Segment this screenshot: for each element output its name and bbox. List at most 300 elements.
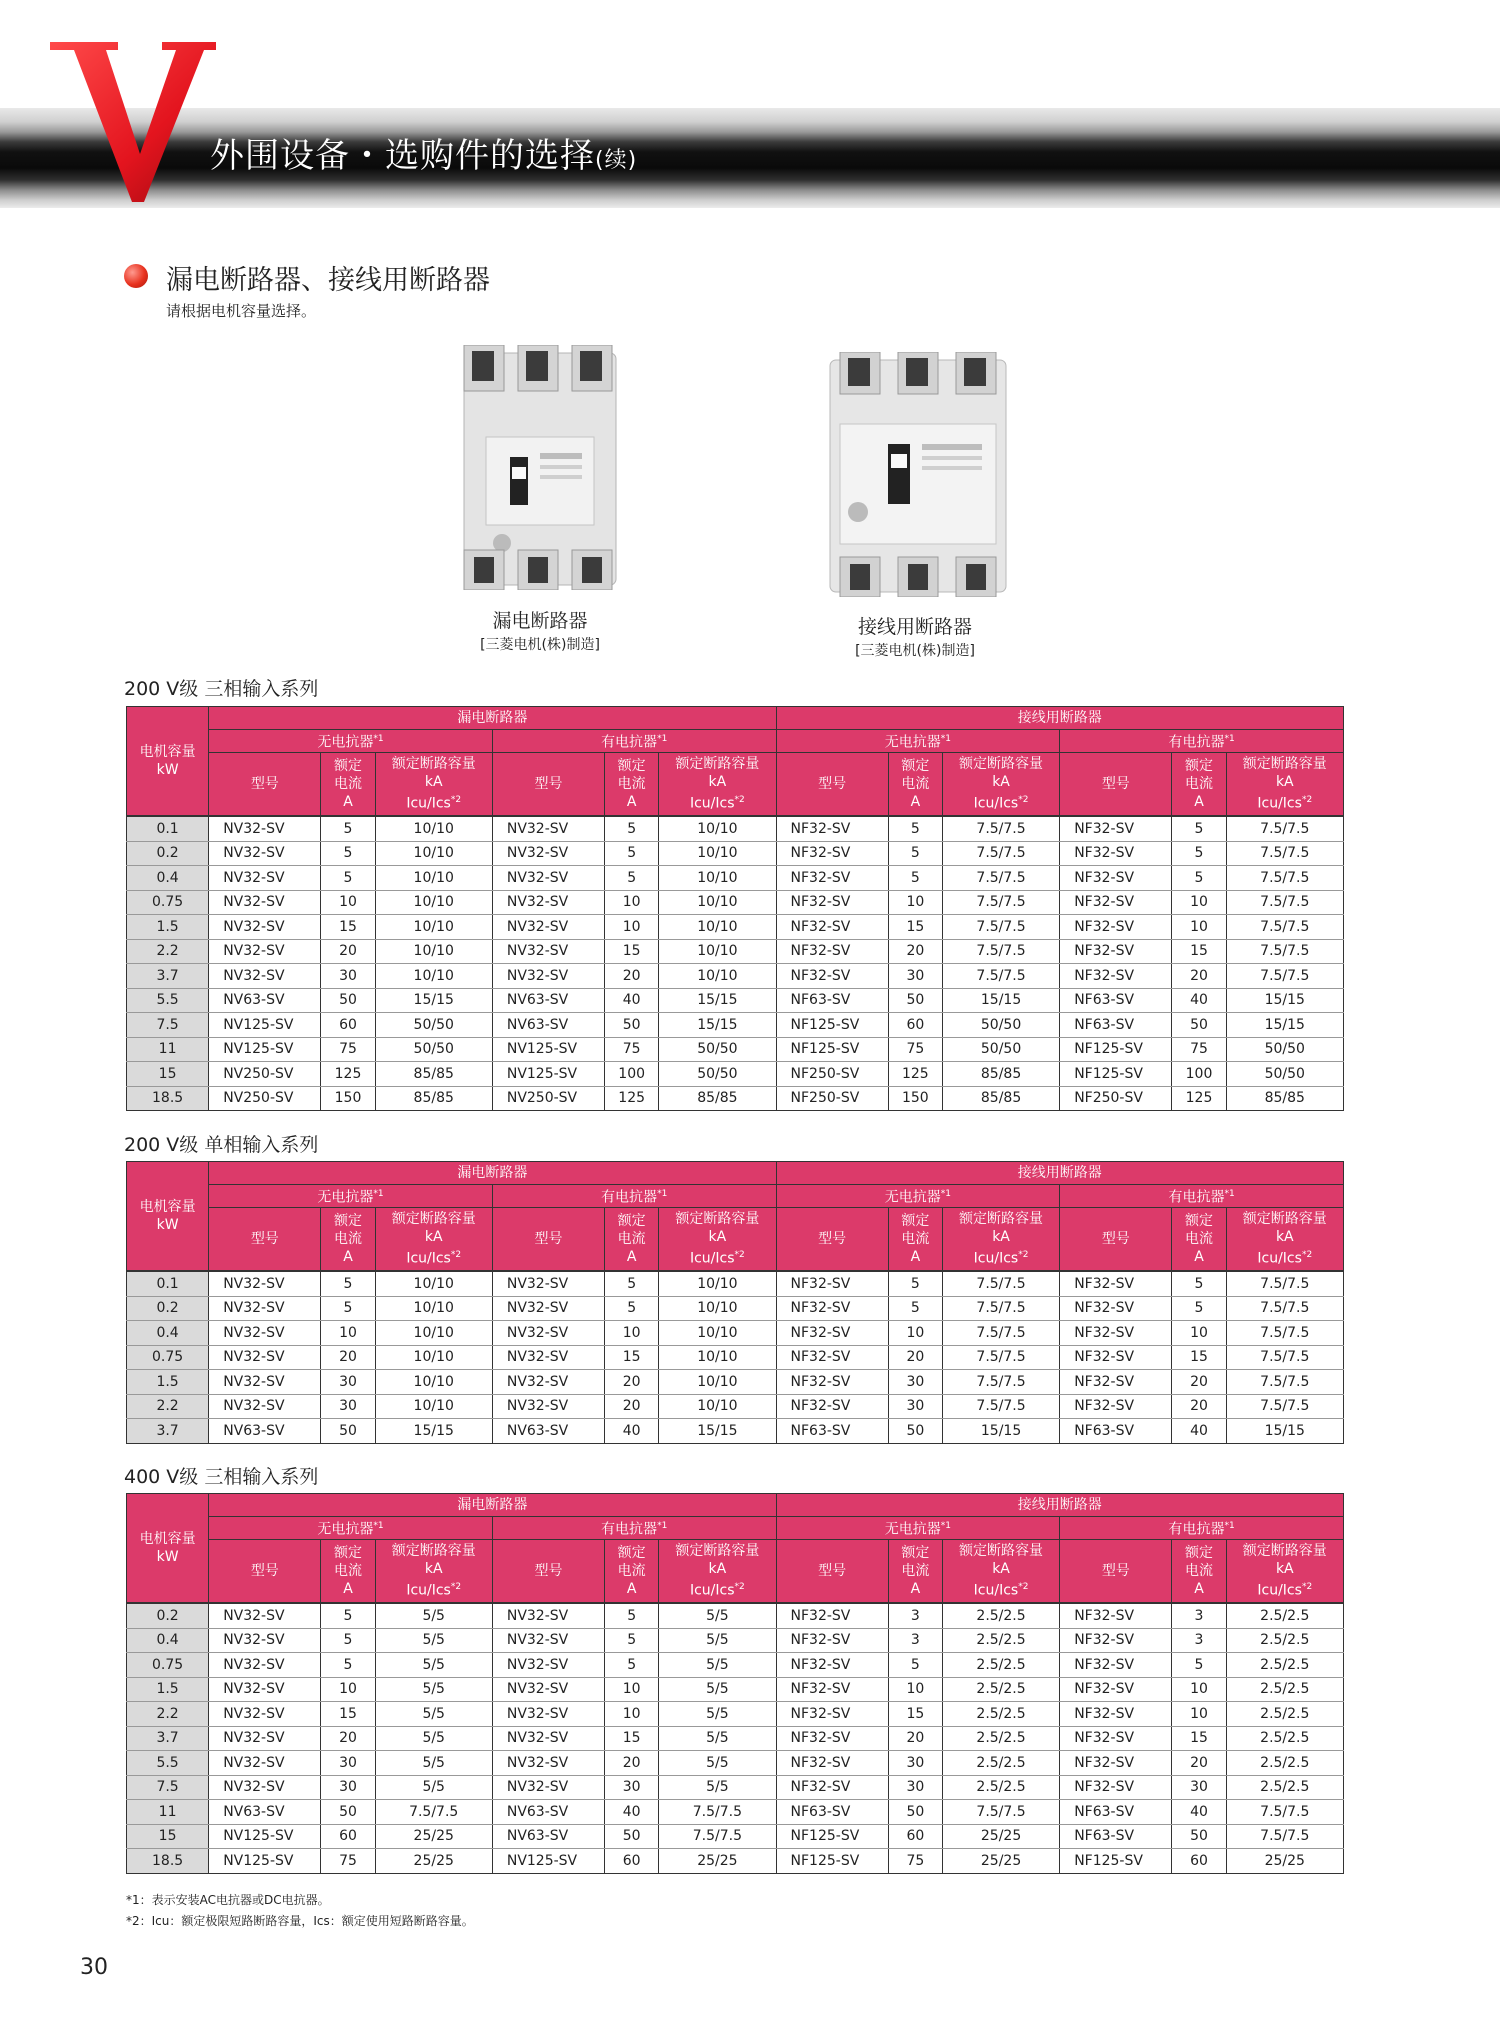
motor-capacity-cell: 3.7 bbox=[127, 1419, 209, 1444]
header-model bbox=[492, 1208, 604, 1272]
rated-label: 电流 bbox=[617, 776, 646, 792]
header-model bbox=[1060, 1540, 1172, 1604]
rated-current-cell: 20 bbox=[605, 964, 659, 989]
rated-current-cell: 5 bbox=[1172, 816, 1226, 841]
rated-current-cell: 50 bbox=[1172, 1013, 1226, 1038]
header-breaking-capacity bbox=[659, 1540, 776, 1604]
capacity-unit: kA bbox=[708, 1561, 727, 1578]
header-breaking-capacity bbox=[942, 1208, 1059, 1272]
header-rated-current bbox=[321, 753, 375, 817]
capacity-label: 额定断路容量 bbox=[675, 1211, 760, 1228]
table-row bbox=[127, 1013, 1344, 1038]
model-cell: NV32-SV bbox=[209, 1394, 321, 1419]
footnote-mark: *1 bbox=[940, 1189, 951, 1200]
model-cell: NF250-SV bbox=[776, 1086, 888, 1111]
rated-current-cell: 15 bbox=[605, 1345, 659, 1370]
rated-label: 额定 bbox=[1185, 1545, 1214, 1561]
header-model bbox=[209, 1208, 321, 1272]
model-cell: NV32-SV bbox=[209, 1603, 321, 1628]
breaking-capacity-cell: 10/10 bbox=[659, 1321, 776, 1346]
header-model bbox=[492, 1540, 604, 1604]
model-cell: NF32-SV bbox=[1060, 890, 1172, 915]
section-title: 漏电断路器、接线用断路器 bbox=[166, 265, 490, 296]
rated-current-cell: 125 bbox=[1172, 1086, 1226, 1111]
capacity-unit: kA bbox=[708, 1229, 727, 1246]
rated-current-cell: 3 bbox=[888, 1603, 942, 1628]
table-row bbox=[127, 1628, 1344, 1653]
motor-capacity-cell: 7.5 bbox=[127, 1775, 209, 1800]
kw-label: 电机容量 bbox=[139, 1531, 196, 1547]
kw-label: 电机容量 bbox=[139, 744, 196, 760]
breaking-capacity-cell: 50/50 bbox=[1226, 1062, 1343, 1087]
rated-current-cell: 50 bbox=[888, 988, 942, 1013]
model-cell: NV63-SV bbox=[209, 988, 321, 1013]
rated-current-cell: 50 bbox=[605, 1824, 659, 1849]
capacity-unit: kA bbox=[992, 1229, 1010, 1246]
breaking-capacity-cell: 2.5/2.5 bbox=[1226, 1603, 1343, 1628]
rated-current-cell: 100 bbox=[605, 1062, 659, 1087]
reactor-label: 无电抗器 bbox=[317, 1189, 374, 1206]
table-row bbox=[127, 1296, 1344, 1321]
table-row bbox=[127, 1603, 1344, 1628]
rated-label: 电流 bbox=[334, 1563, 363, 1579]
rated-current-cell: 40 bbox=[605, 1419, 659, 1444]
breaking-capacity-cell: 7.5/7.5 bbox=[942, 1296, 1059, 1321]
model-cell: NF32-SV bbox=[1060, 964, 1172, 989]
rated-current-cell: 5 bbox=[321, 1653, 375, 1678]
rated-label: 额定 bbox=[617, 1545, 646, 1561]
group-label: 漏电断路器 bbox=[457, 1165, 528, 1181]
breaking-capacity-cell: 10/10 bbox=[659, 915, 776, 940]
capacity-sub: Icu/Ics bbox=[406, 1582, 451, 1599]
reactor-label: 无电抗器 bbox=[317, 1521, 374, 1538]
motor-capacity-cell: 18.5 bbox=[127, 1086, 209, 1111]
footnote-mark: *1 bbox=[373, 1189, 384, 1200]
breaking-capacity-cell: 7.5/7.5 bbox=[942, 816, 1059, 841]
footnote-mark: *2 bbox=[734, 1250, 745, 1261]
group-label: 接线用断路器 bbox=[1017, 1165, 1102, 1181]
header-group-mccb bbox=[776, 1162, 1343, 1185]
rated-current-cell: 125 bbox=[888, 1062, 942, 1087]
breaking-capacity-cell: 10/10 bbox=[659, 1370, 776, 1395]
model-label: 型号 bbox=[818, 1563, 847, 1579]
breaking-capacity-cell: 15/15 bbox=[1226, 988, 1343, 1013]
model-cell: NV32-SV bbox=[209, 915, 321, 940]
model-cell: NV32-SV bbox=[492, 1296, 604, 1321]
header-rated-current bbox=[888, 753, 942, 817]
breaking-capacity-cell: 15/15 bbox=[1226, 1419, 1343, 1444]
rated-current-cell: 40 bbox=[605, 1800, 659, 1825]
motor-capacity-cell: 0.75 bbox=[127, 890, 209, 915]
motor-capacity-cell: 0.1 bbox=[127, 1271, 209, 1296]
rated-current-cell: 5 bbox=[605, 816, 659, 841]
motor-capacity-cell: 7.5 bbox=[127, 1013, 209, 1038]
model-cell: NF32-SV bbox=[776, 816, 888, 841]
table-row bbox=[127, 1824, 1344, 1849]
model-cell: NF32-SV bbox=[1060, 841, 1172, 866]
model-cell: NF32-SV bbox=[1060, 915, 1172, 940]
rated-unit: A bbox=[1194, 794, 1204, 810]
breaking-capacity-cell: 10/10 bbox=[375, 841, 492, 866]
header-model bbox=[1060, 1208, 1172, 1272]
motor-capacity-cell: 0.2 bbox=[127, 841, 209, 866]
breaking-capacity-cell: 5/5 bbox=[659, 1726, 776, 1751]
model-cell: NF32-SV bbox=[776, 939, 888, 964]
breaking-capacity-cell: 7.5/7.5 bbox=[1226, 1321, 1343, 1346]
rated-current-cell: 40 bbox=[1172, 988, 1226, 1013]
header-motor-capacity bbox=[127, 1162, 209, 1272]
footnote-2: *2：Icu：额定极限短路断路容量，Ics：额定使用短路断路容量。 bbox=[126, 1914, 474, 1928]
breaking-capacity-cell: 7.5/7.5 bbox=[1226, 1345, 1343, 1370]
rated-current-cell: 20 bbox=[321, 1345, 375, 1370]
rated-label: 额定 bbox=[901, 758, 930, 774]
model-cell: NF63-SV bbox=[1060, 988, 1172, 1013]
model-label: 型号 bbox=[818, 1231, 847, 1247]
capacity-sub: Icu/Ics bbox=[406, 795, 451, 812]
model-cell: NV125-SV bbox=[209, 1013, 321, 1038]
breaking-capacity-cell: 15/15 bbox=[659, 988, 776, 1013]
model-cell: NV32-SV bbox=[492, 1775, 604, 1800]
breaking-capacity-cell: 50/50 bbox=[942, 1037, 1059, 1062]
model-cell: NV32-SV bbox=[492, 1653, 604, 1678]
rated-current-cell: 10 bbox=[1172, 890, 1226, 915]
model-cell: NF32-SV bbox=[1060, 1702, 1172, 1727]
rated-current-cell: 40 bbox=[605, 988, 659, 1013]
breaking-capacity-cell: 5/5 bbox=[375, 1628, 492, 1653]
breaking-capacity-cell: 15/15 bbox=[942, 988, 1059, 1013]
footnote-1: *1：表示安装AC电抗器或DC电抗器。 bbox=[126, 1893, 330, 1907]
breaking-capacity-cell: 10/10 bbox=[659, 866, 776, 891]
capacity-sub: Icu/Ics bbox=[973, 1582, 1019, 1599]
model-cell: NF125-SV bbox=[776, 1824, 888, 1849]
product-caption-mccb: 接线用断路器 bbox=[857, 616, 972, 638]
model-cell: NV32-SV bbox=[209, 816, 321, 841]
rated-current-cell: 30 bbox=[321, 1751, 375, 1776]
breaking-capacity-cell: 10/10 bbox=[659, 816, 776, 841]
model-cell: NV32-SV bbox=[492, 890, 604, 915]
model-cell: NF32-SV bbox=[1060, 1394, 1172, 1419]
breaking-capacity-cell: 5/5 bbox=[659, 1775, 776, 1800]
rated-unit: A bbox=[910, 1249, 921, 1265]
rated-current-cell: 30 bbox=[321, 1775, 375, 1800]
model-cell: NV63-SV bbox=[492, 1824, 604, 1849]
capacity-sub: Icu/Ics bbox=[689, 795, 735, 812]
rated-current-cell: 10 bbox=[888, 890, 942, 915]
breaking-capacity-cell: 5/5 bbox=[375, 1775, 492, 1800]
breaking-capacity-cell: 5/5 bbox=[659, 1751, 776, 1776]
breaking-capacity-cell: 85/85 bbox=[942, 1086, 1059, 1111]
breaking-capacity-cell: 7.5/7.5 bbox=[942, 1321, 1059, 1346]
rated-current-cell: 150 bbox=[888, 1086, 942, 1111]
model-cell: NF32-SV bbox=[1060, 1677, 1172, 1702]
footnote-mark: *2 bbox=[1018, 1250, 1029, 1261]
rated-current-cell: 5 bbox=[888, 1653, 942, 1678]
header-breaking-capacity bbox=[659, 753, 776, 817]
model-cell: NF32-SV bbox=[776, 915, 888, 940]
motor-capacity-cell: 3.7 bbox=[127, 964, 209, 989]
rated-current-cell: 10 bbox=[321, 1677, 375, 1702]
table-row bbox=[127, 841, 1344, 866]
model-cell: NV32-SV bbox=[492, 1394, 604, 1419]
breaking-capacity-cell: 7.5/7.5 bbox=[1226, 816, 1343, 841]
header-no-reactor bbox=[776, 1185, 1060, 1208]
rated-current-cell: 10 bbox=[1172, 915, 1226, 940]
model-cell: NF32-SV bbox=[776, 1321, 888, 1346]
table-row bbox=[127, 964, 1344, 989]
breaking-capacity-cell: 15/15 bbox=[942, 1419, 1059, 1444]
header-rated-current bbox=[1172, 753, 1226, 817]
capacity-label: 额定断路容量 bbox=[959, 1211, 1044, 1228]
header-no-reactor bbox=[209, 730, 493, 753]
rated-current-cell: 60 bbox=[888, 1013, 942, 1038]
model-cell: NF32-SV bbox=[1060, 1603, 1172, 1628]
group-label: 漏电断路器 bbox=[457, 710, 528, 726]
rated-label: 电流 bbox=[1185, 1231, 1214, 1247]
model-cell: NV63-SV bbox=[209, 1800, 321, 1825]
model-cell: NF32-SV bbox=[1060, 1775, 1172, 1800]
model-cell: NV32-SV bbox=[209, 890, 321, 915]
breaking-capacity-cell: 25/25 bbox=[375, 1824, 492, 1849]
header-breaking-capacity bbox=[375, 1540, 492, 1604]
rated-unit: A bbox=[626, 1249, 637, 1265]
model-cell: NF63-SV bbox=[776, 1800, 888, 1825]
header-with-reactor bbox=[492, 1517, 776, 1540]
breaking-capacity-cell: 50/50 bbox=[659, 1037, 776, 1062]
capacity-unit: kA bbox=[424, 1561, 443, 1578]
breaking-capacity-cell: 25/25 bbox=[1226, 1849, 1343, 1874]
reactor-label: 有电抗器 bbox=[1168, 734, 1225, 751]
breaking-capacity-cell: 25/25 bbox=[942, 1824, 1059, 1849]
model-label: 型号 bbox=[1101, 1563, 1130, 1579]
motor-capacity-cell: 5.5 bbox=[127, 1751, 209, 1776]
rated-current-cell: 5 bbox=[321, 1271, 375, 1296]
model-cell: NV32-SV bbox=[492, 841, 604, 866]
model-cell: NV32-SV bbox=[209, 1296, 321, 1321]
model-cell: NV63-SV bbox=[492, 1800, 604, 1825]
rated-current-cell: 60 bbox=[605, 1849, 659, 1874]
table-title-400v-3ph: 400 V级 三相输入系列 bbox=[124, 1466, 319, 1488]
breaking-capacity-cell: 2.5/2.5 bbox=[1226, 1702, 1343, 1727]
model-cell: NF32-SV bbox=[776, 866, 888, 891]
breaking-capacity-cell: 7.5/7.5 bbox=[942, 866, 1059, 891]
rated-current-cell: 5 bbox=[321, 1603, 375, 1628]
breaking-capacity-cell: 85/85 bbox=[1226, 1086, 1343, 1111]
rated-current-cell: 75 bbox=[888, 1037, 942, 1062]
rated-current-cell: 5 bbox=[888, 1271, 942, 1296]
breaking-capacity-cell: 15/15 bbox=[375, 988, 492, 1013]
breaking-capacity-cell: 2.5/2.5 bbox=[1226, 1775, 1343, 1800]
rated-current-cell: 60 bbox=[888, 1824, 942, 1849]
breaking-capacity-cell: 5/5 bbox=[375, 1702, 492, 1727]
reactor-label: 有电抗器 bbox=[601, 734, 658, 751]
capacity-sub: Icu/Ics bbox=[689, 1582, 735, 1599]
model-cell: NF125-SV bbox=[776, 1849, 888, 1874]
rated-current-cell: 5 bbox=[321, 841, 375, 866]
motor-capacity-cell: 15 bbox=[127, 1824, 209, 1849]
breaker-table-400v-3ph bbox=[126, 1493, 1344, 1874]
table-row bbox=[127, 1370, 1344, 1395]
rated-current-cell: 5 bbox=[888, 866, 942, 891]
capacity-unit: kA bbox=[424, 774, 443, 791]
header-group-elb bbox=[209, 1162, 776, 1185]
capacity-sub: Icu/Ics bbox=[973, 1250, 1019, 1267]
motor-capacity-cell: 1.5 bbox=[127, 1370, 209, 1395]
rated-current-cell: 5 bbox=[605, 866, 659, 891]
model-cell: NV32-SV bbox=[492, 1677, 604, 1702]
rated-current-cell: 75 bbox=[321, 1849, 375, 1874]
breaking-capacity-cell: 7.5/7.5 bbox=[942, 1800, 1059, 1825]
footnote-mark: *2 bbox=[450, 1250, 462, 1261]
footnote-mark: *2 bbox=[450, 795, 462, 806]
rated-label: 电流 bbox=[1185, 1563, 1214, 1579]
model-cell: NV32-SV bbox=[209, 1271, 321, 1296]
model-cell: NV250-SV bbox=[209, 1086, 321, 1111]
breaking-capacity-cell: 2.5/2.5 bbox=[1226, 1751, 1343, 1776]
capacity-label: 额定断路容量 bbox=[391, 1543, 476, 1560]
reactor-label: 无电抗器 bbox=[317, 734, 374, 751]
earth-leakage-breaker-photo bbox=[460, 345, 620, 590]
table-row bbox=[127, 1062, 1344, 1087]
table-row bbox=[127, 1775, 1344, 1800]
breaking-capacity-cell: 10/10 bbox=[375, 816, 492, 841]
table-row bbox=[127, 1345, 1344, 1370]
breaking-capacity-cell: 85/85 bbox=[375, 1062, 492, 1087]
header-with-reactor bbox=[492, 1185, 776, 1208]
product-maker-mccb: [三菱电机(株)制造] bbox=[855, 643, 975, 659]
header-no-reactor bbox=[776, 730, 1060, 753]
model-cell: NF32-SV bbox=[1060, 1296, 1172, 1321]
header-no-reactor bbox=[209, 1517, 493, 1540]
breaking-capacity-cell: 5/5 bbox=[375, 1751, 492, 1776]
motor-capacity-cell: 0.4 bbox=[127, 1628, 209, 1653]
model-cell: NF32-SV bbox=[776, 1775, 888, 1800]
rated-current-cell: 10 bbox=[605, 890, 659, 915]
reactor-label: 无电抗器 bbox=[884, 734, 941, 751]
model-cell: NV250-SV bbox=[492, 1086, 604, 1111]
model-label: 型号 bbox=[534, 1563, 563, 1579]
table-row bbox=[127, 915, 1344, 940]
breaking-capacity-cell: 2.5/2.5 bbox=[942, 1653, 1059, 1678]
rated-label: 电流 bbox=[334, 1231, 363, 1247]
breaking-capacity-cell: 2.5/2.5 bbox=[1226, 1677, 1343, 1702]
breaking-capacity-cell: 7.5/7.5 bbox=[942, 1345, 1059, 1370]
model-cell: NF32-SV bbox=[776, 1751, 888, 1776]
rated-current-cell: 75 bbox=[605, 1037, 659, 1062]
model-cell: NF63-SV bbox=[1060, 1419, 1172, 1444]
breaking-capacity-cell: 25/25 bbox=[659, 1849, 776, 1874]
rated-current-cell: 150 bbox=[321, 1086, 375, 1111]
table-row bbox=[127, 1271, 1344, 1296]
rated-current-cell: 30 bbox=[888, 1751, 942, 1776]
footnote-mark: *1 bbox=[1224, 734, 1235, 745]
motor-capacity-cell: 3.7 bbox=[127, 1726, 209, 1751]
capacity-label: 额定断路容量 bbox=[959, 1543, 1044, 1560]
section-bullet-icon bbox=[124, 264, 148, 288]
header-rated-current bbox=[605, 1208, 659, 1272]
breaking-capacity-cell: 7.5/7.5 bbox=[942, 964, 1059, 989]
breaking-capacity-cell: 10/10 bbox=[375, 1370, 492, 1395]
table-row bbox=[127, 1702, 1344, 1727]
breaking-capacity-cell: 50/50 bbox=[375, 1037, 492, 1062]
header-no-reactor bbox=[776, 1517, 1060, 1540]
footnote-mark: *1 bbox=[940, 734, 951, 745]
breaking-capacity-cell: 2.5/2.5 bbox=[942, 1677, 1059, 1702]
rated-current-cell: 20 bbox=[605, 1751, 659, 1776]
breaking-capacity-cell: 15/15 bbox=[659, 1013, 776, 1038]
header-rated-current bbox=[888, 1208, 942, 1272]
capacity-label: 额定断路容量 bbox=[675, 1543, 760, 1560]
model-cell: NF125-SV bbox=[1060, 1037, 1172, 1062]
rated-current-cell: 20 bbox=[888, 1345, 942, 1370]
rated-unit: A bbox=[626, 1581, 637, 1597]
breaking-capacity-cell: 7.5/7.5 bbox=[942, 1394, 1059, 1419]
breaking-capacity-cell: 5/5 bbox=[659, 1702, 776, 1727]
reactor-label: 有电抗器 bbox=[601, 1189, 658, 1206]
model-cell: NV32-SV bbox=[209, 1321, 321, 1346]
kw-label: 电机容量 bbox=[139, 1199, 196, 1215]
rated-current-cell: 5 bbox=[605, 1653, 659, 1678]
rated-current-cell: 15 bbox=[605, 939, 659, 964]
table-row bbox=[127, 939, 1344, 964]
rated-current-cell: 5 bbox=[1172, 866, 1226, 891]
group-label: 接线用断路器 bbox=[1017, 710, 1102, 726]
capacity-unit: kA bbox=[992, 774, 1010, 791]
breaking-capacity-cell: 7.5/7.5 bbox=[942, 1271, 1059, 1296]
rated-current-cell: 5 bbox=[605, 1271, 659, 1296]
model-cell: NV32-SV bbox=[209, 1628, 321, 1653]
reactor-label: 无电抗器 bbox=[884, 1521, 941, 1538]
model-cell: NF32-SV bbox=[776, 1394, 888, 1419]
rated-current-cell: 15 bbox=[605, 1726, 659, 1751]
reactor-label: 有电抗器 bbox=[601, 1521, 658, 1538]
breaking-capacity-cell: 2.5/2.5 bbox=[942, 1726, 1059, 1751]
rated-current-cell: 60 bbox=[321, 1824, 375, 1849]
model-cell: NV32-SV bbox=[209, 964, 321, 989]
breaking-capacity-cell: 50/50 bbox=[942, 1013, 1059, 1038]
motor-capacity-cell: 0.1 bbox=[127, 816, 209, 841]
table-row bbox=[127, 866, 1344, 891]
rated-current-cell: 50 bbox=[1172, 1824, 1226, 1849]
header-rated-current bbox=[605, 753, 659, 817]
model-cell: NV32-SV bbox=[492, 915, 604, 940]
rated-label: 额定 bbox=[334, 1545, 363, 1561]
model-cell: NF32-SV bbox=[776, 841, 888, 866]
model-cell: NF250-SV bbox=[776, 1062, 888, 1087]
model-cell: NV32-SV bbox=[209, 1751, 321, 1776]
breaking-capacity-cell: 10/10 bbox=[375, 866, 492, 891]
breaking-capacity-cell: 10/10 bbox=[375, 939, 492, 964]
rated-current-cell: 15 bbox=[321, 1702, 375, 1727]
kw-unit: kW bbox=[156, 1217, 179, 1233]
breaking-capacity-cell: 50/50 bbox=[1226, 1037, 1343, 1062]
breaking-capacity-cell: 50/50 bbox=[375, 1013, 492, 1038]
model-cell: NV32-SV bbox=[209, 1345, 321, 1370]
table-row bbox=[127, 1849, 1344, 1874]
rated-label: 额定 bbox=[334, 758, 363, 774]
breaking-capacity-cell: 85/85 bbox=[659, 1086, 776, 1111]
motor-capacity-cell: 2.2 bbox=[127, 1394, 209, 1419]
rated-current-cell: 30 bbox=[605, 1775, 659, 1800]
rated-label: 额定 bbox=[617, 758, 646, 774]
rated-unit: A bbox=[910, 794, 921, 810]
header-rated-current bbox=[1172, 1540, 1226, 1604]
rated-current-cell: 20 bbox=[888, 939, 942, 964]
rated-current-cell: 50 bbox=[321, 1800, 375, 1825]
breaking-capacity-cell: 10/10 bbox=[659, 1345, 776, 1370]
rated-current-cell: 10 bbox=[605, 1677, 659, 1702]
rated-current-cell: 30 bbox=[321, 1370, 375, 1395]
header-rated-current bbox=[321, 1540, 375, 1604]
